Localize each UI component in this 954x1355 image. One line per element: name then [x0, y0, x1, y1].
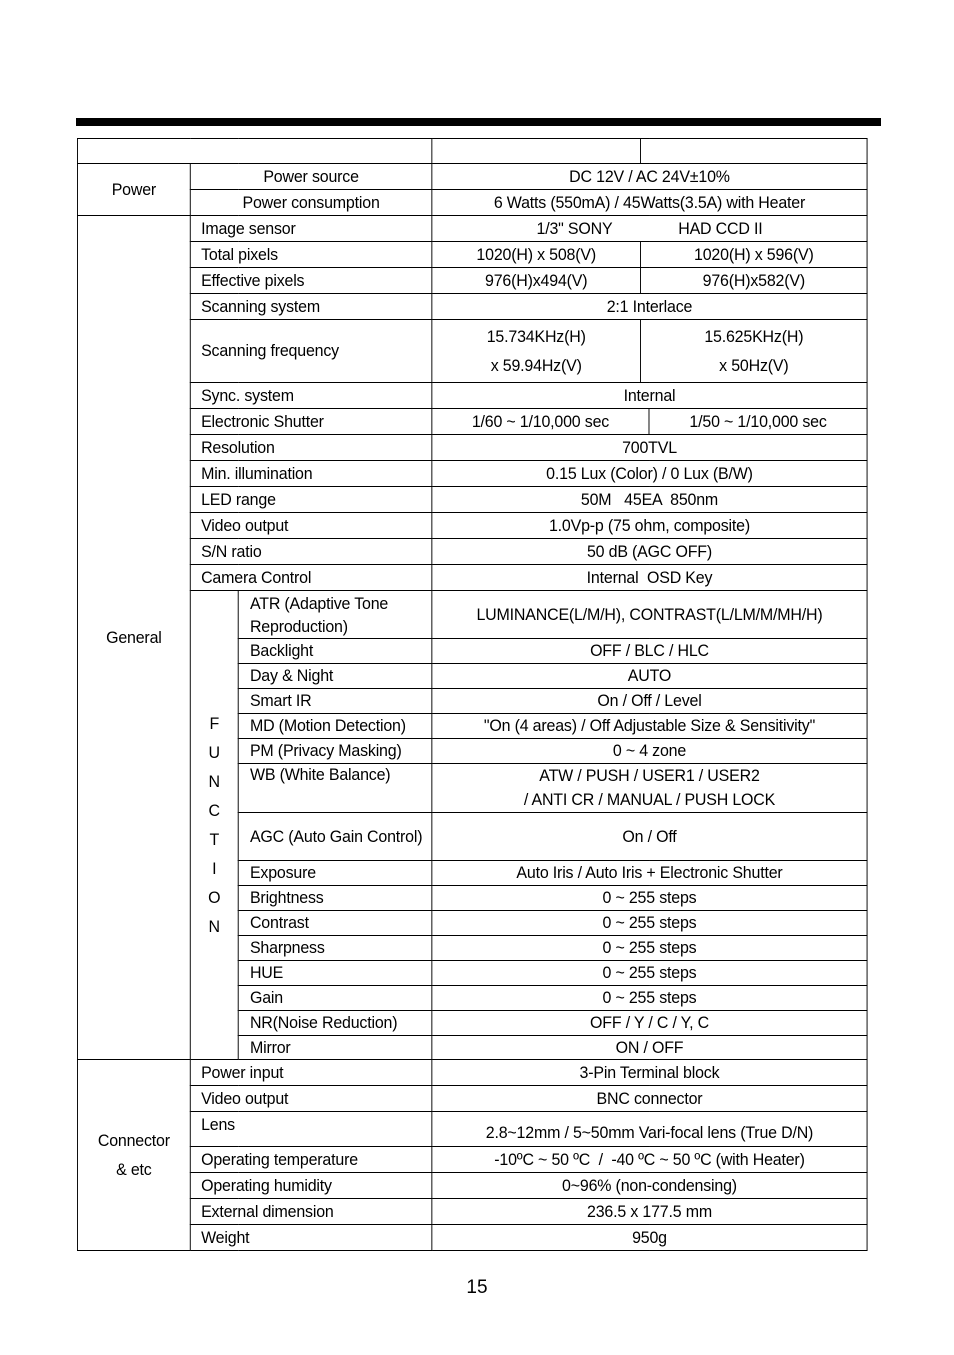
- row-value: On / Off / Level: [432, 689, 867, 714]
- table-row: [77, 294, 867, 320]
- table-row: [77, 268, 867, 294]
- group-connector-line: & etc: [116, 1160, 152, 1179]
- table-row: [77, 409, 867, 435]
- function-letter: C: [208, 801, 220, 820]
- row-value: 50 dB (AGC OFF): [432, 539, 867, 565]
- row-value: [432, 764, 867, 813]
- table-row: [77, 1086, 867, 1112]
- table-row: [77, 539, 867, 565]
- table-row: [77, 1112, 867, 1147]
- table-row: [77, 164, 867, 190]
- row-value: OFF / Y / C / Y, C: [432, 1011, 867, 1036]
- row-value: On / Off: [432, 813, 867, 861]
- table-row: [77, 513, 867, 539]
- wb-line-1: ATW / PUSH / USER1 / USER2: [539, 766, 760, 785]
- function-letter: I: [212, 859, 217, 878]
- row-label: AGC (Auto Gain Control): [238, 813, 432, 861]
- row-value: Internal: [432, 383, 867, 409]
- row-value: 0 ~ 255 steps: [432, 936, 867, 961]
- row-label: Power source: [190, 164, 432, 190]
- spec-table: [77, 138, 868, 1251]
- table-row: [77, 565, 867, 591]
- function-letter: T: [209, 830, 220, 849]
- table-row: [77, 1060, 867, 1086]
- freq-h: 15.625KHz(H): [704, 327, 804, 346]
- row-label: Operating humidity: [190, 1173, 432, 1199]
- row-label: Scanning frequency: [190, 320, 432, 383]
- table-row: [77, 1225, 867, 1251]
- header-cell: [77, 139, 431, 164]
- table-header-row: [77, 139, 867, 164]
- row-label: Image sensor: [190, 216, 432, 242]
- row-value: 0 ~ 4 zone: [432, 739, 867, 764]
- row-label: Brightness: [238, 886, 432, 911]
- row-label: Gain: [238, 986, 432, 1011]
- row-label: Min. illumination: [190, 461, 432, 487]
- row-value: 0 ~ 255 steps: [432, 886, 867, 911]
- row-value: Auto Iris / Auto Iris + Electronic Shutter: [432, 861, 867, 886]
- row-label: MD (Motion Detection): [238, 714, 432, 739]
- row-value: 0~96% (non-condensing): [432, 1173, 867, 1199]
- row-value: 0.15 Lux (Color) / 0 Lux (B/W): [432, 461, 867, 487]
- row-label: NR(Noise Reduction): [238, 1011, 432, 1036]
- row-label: Contrast: [238, 911, 432, 936]
- row-label: Video output: [190, 513, 432, 539]
- row-label: WB (White Balance): [238, 764, 432, 813]
- row-value-pal: 1/50 ~ 1/10,000 sec: [649, 409, 867, 435]
- group-connector-line: Connector: [97, 1131, 170, 1150]
- function-letter: N: [208, 917, 220, 936]
- table-row: [77, 320, 867, 383]
- table-row: [77, 487, 867, 513]
- row-label: Scanning system: [190, 294, 432, 320]
- row-label: External dimension: [190, 1199, 432, 1225]
- freq-v: x 50Hz(V): [719, 356, 789, 375]
- row-value-ntsc: 1/60 ~ 1/10,000 sec: [432, 409, 649, 435]
- row-label: ATR (Adaptive Tone Reproduction): [238, 591, 432, 639]
- table-row: [77, 216, 867, 242]
- table-row: [77, 1199, 867, 1225]
- function-letter: O: [208, 888, 221, 907]
- row-label: LED range: [190, 487, 432, 513]
- row-value: Internal OSD Key: [432, 565, 867, 591]
- table-row: [77, 242, 867, 268]
- table-row: [77, 461, 867, 487]
- row-label: Electronic Shutter: [190, 409, 432, 435]
- row-label: Power consumption: [190, 190, 432, 216]
- row-value: 2:1 Interlace: [432, 294, 867, 320]
- header-rule: [76, 118, 881, 126]
- row-value-pal: 976(H)x582(V): [641, 268, 868, 294]
- row-label: Operating temperature: [190, 1147, 432, 1173]
- row-value: "On (4 areas) / Off Adjustable Size & Sensitivity": [432, 714, 867, 739]
- page-number: 15: [466, 1277, 488, 1298]
- group-general: General: [77, 216, 190, 1060]
- row-value: 3-Pin Terminal block: [432, 1060, 867, 1086]
- header-cell-pal: [641, 139, 868, 164]
- row-label: Video output: [190, 1086, 432, 1112]
- row-value: 1.0Vp-p (75 ohm, composite): [432, 513, 867, 539]
- row-value: 700TVL: [432, 435, 867, 461]
- row-label: S/N ratio: [190, 539, 432, 565]
- table-row: [77, 591, 867, 639]
- row-label: Sharpness: [238, 936, 432, 961]
- row-value: 6 Watts (550mA) / 45Watts(3.5A) with Heater: [432, 190, 867, 216]
- row-label: Resolution: [190, 435, 432, 461]
- row-label: HUE: [238, 961, 432, 986]
- row-value-ntsc: 976(H)x494(V): [432, 268, 641, 294]
- row-value-pal: 1020(H) x 596(V): [641, 242, 868, 268]
- freq-h: 15.734KHz(H): [486, 327, 586, 346]
- function-letter: N: [208, 772, 220, 791]
- table-row: [77, 1173, 867, 1199]
- row-label: Camera Control: [190, 565, 432, 591]
- header-cell-ntsc: [432, 139, 641, 164]
- row-value-ntsc: [432, 320, 641, 383]
- row-label: Mirror: [238, 1036, 432, 1060]
- row-value: DC 12V / AC 24V±10%: [432, 164, 867, 190]
- table-row: [77, 190, 867, 216]
- wb-line-2: / ANTI CR / MANUAL / PUSH LOCK: [523, 790, 776, 809]
- row-value: 2.8~12mm / 5~50mm Vari-focal lens (True D/N): [432, 1112, 867, 1147]
- row-value: 50M 45EA 850nm: [432, 487, 867, 513]
- row-label: Total pixels: [190, 242, 432, 268]
- row-value: -10ºC ~ 50 ºC / -40 ºC ~ 50 ºC (with Heater): [432, 1147, 867, 1173]
- row-label: Weight: [190, 1225, 432, 1251]
- row-label: Effective pixels: [190, 268, 432, 294]
- row-value-ntsc: 1020(H) x 508(V): [432, 242, 641, 268]
- row-label: Lens: [190, 1112, 432, 1147]
- row-value: [432, 216, 867, 242]
- table-row: [77, 383, 867, 409]
- row-value: LUMINANCE(L/M/H), CONTRAST(L/LM/M/MH/H): [432, 591, 867, 639]
- row-value: 0 ~ 255 steps: [432, 986, 867, 1011]
- row-label: Smart IR: [238, 689, 432, 714]
- group-connector: [77, 1060, 190, 1251]
- function-vertical-label: [190, 591, 238, 1060]
- sensor-type: HAD CCD II: [678, 218, 763, 238]
- row-value: 950g: [432, 1225, 867, 1251]
- row-value: 0 ~ 255 steps: [432, 961, 867, 986]
- row-label: Backlight: [238, 639, 432, 664]
- table-row: [77, 435, 867, 461]
- row-value: ON / OFF: [432, 1036, 867, 1060]
- row-label: PM (Privacy Masking): [238, 739, 432, 764]
- table-row: [77, 1147, 867, 1173]
- row-value: OFF / BLC / HLC: [432, 639, 867, 664]
- row-label: Exposure: [238, 861, 432, 886]
- row-value: 0 ~ 255 steps: [432, 911, 867, 936]
- row-label: Power input: [190, 1060, 432, 1086]
- function-letter: U: [208, 743, 220, 762]
- group-power: Power: [77, 164, 190, 216]
- row-value-pal: [641, 320, 868, 383]
- row-label: Sync. system: [190, 383, 432, 409]
- row-value: AUTO: [432, 664, 867, 689]
- row-value: BNC connector: [432, 1086, 867, 1112]
- freq-v: x 59.94Hz(V): [490, 356, 582, 375]
- row-label: Day & Night: [238, 664, 432, 689]
- sensor-brand: 1/3" SONY: [536, 218, 613, 238]
- row-value: 236.5 x 177.5 mm: [432, 1199, 867, 1225]
- function-letter: F: [209, 714, 220, 733]
